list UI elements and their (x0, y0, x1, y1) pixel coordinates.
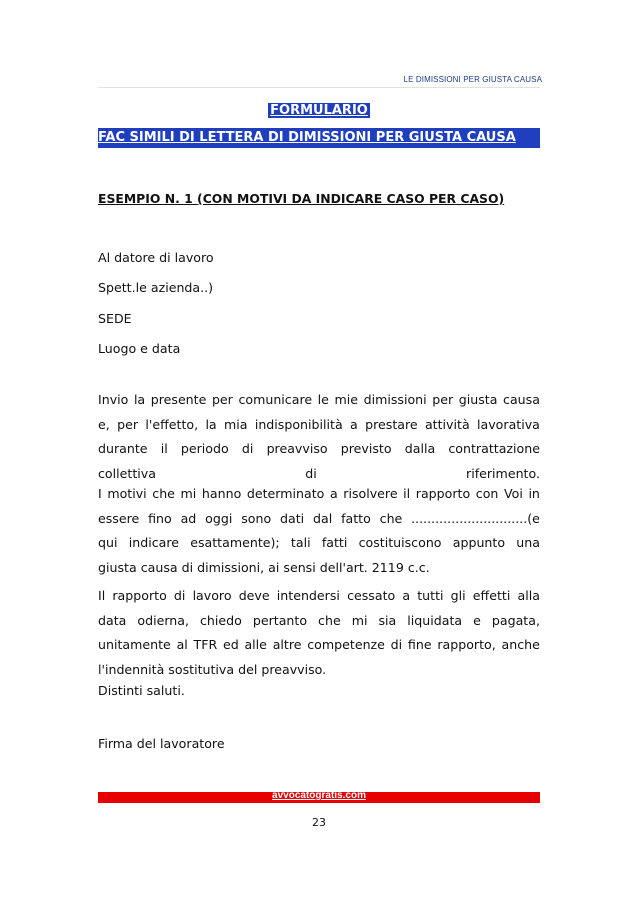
word: sia (378, 612, 397, 628)
running-header: LE DIMISSIONI PER GIUSTA CAUSA (403, 75, 542, 84)
word: dal (313, 510, 333, 526)
word: appunto (452, 535, 506, 550)
text-line (98, 609, 540, 634)
word: per (117, 416, 139, 432)
word: comunicare (238, 392, 313, 407)
word: che (379, 510, 403, 526)
word: deve (238, 588, 270, 603)
word: mi (351, 612, 368, 628)
text-line (98, 584, 540, 609)
paragraph-1 (98, 388, 540, 486)
word: riferimento. (466, 465, 540, 481)
word: essere (98, 510, 140, 526)
word: determinato (246, 486, 325, 501)
word: I (98, 486, 102, 501)
word: hanno (201, 486, 242, 501)
word: Invio (98, 392, 129, 407)
word: lavoro (192, 588, 232, 603)
text-line (98, 531, 540, 556)
word: e (473, 612, 481, 628)
word: qui (98, 535, 118, 550)
word: a (350, 416, 358, 432)
word: una (516, 535, 540, 550)
word: in (528, 486, 540, 501)
word: cessato (347, 588, 396, 603)
word: dimissioni (363, 392, 427, 407)
word: il (160, 441, 168, 456)
word: sono (241, 510, 272, 526)
text-line (98, 388, 540, 413)
word: esattamente); (190, 535, 280, 550)
word: alle (244, 637, 267, 652)
word: gli (450, 588, 466, 603)
word: TFR (193, 637, 218, 652)
word: tali (290, 535, 311, 550)
word: lavorativa (477, 416, 540, 432)
address-line: Luogo e data (98, 341, 181, 356)
word: rapporto, (437, 637, 496, 652)
word: .............................(e (411, 510, 540, 526)
section-subtitle: FAC SIMILI DI LETTERA DI DIMISSIONI PER GIUSTA CAUSA (98, 128, 540, 148)
text-line (98, 437, 540, 462)
word: per (432, 392, 454, 407)
example-title: ESEMPIO N. 1 (CON MOTIVI DA INDICARE CASO PER CASO) (98, 191, 505, 206)
address-line: SEDE (98, 311, 132, 326)
word: odierna, (137, 612, 189, 628)
word: le (317, 392, 329, 407)
signature-line: Firma del lavoratore (98, 736, 225, 751)
word: che (318, 612, 341, 628)
word: indisponibilità (254, 416, 343, 432)
word: e, (98, 416, 110, 432)
word: dati (280, 510, 305, 526)
text-line (98, 413, 540, 438)
word: causa (503, 392, 540, 407)
closing-greeting: Distinti saluti. (98, 683, 185, 698)
word: attività (424, 416, 470, 432)
text-line (98, 507, 540, 532)
word: di (390, 637, 403, 652)
word: costituiscono (358, 535, 442, 550)
page-number: 23 (312, 816, 326, 829)
word: la (205, 416, 217, 432)
word: prestare (365, 416, 418, 432)
word: preavviso (266, 441, 328, 456)
word: mie (334, 392, 359, 407)
word: competenze (307, 637, 385, 652)
address-line: Spett.le azienda..) (98, 280, 214, 295)
word: mia (224, 416, 248, 432)
word: effetti (472, 588, 511, 603)
word: fino (148, 510, 172, 526)
word: altre (272, 637, 302, 652)
text-line: l'indennità sostitutiva del preavviso. (98, 661, 327, 677)
word: che (152, 486, 175, 501)
word: unitamente (98, 637, 171, 652)
word: la (133, 392, 146, 407)
word: pagata, (491, 612, 540, 628)
word: risolvere (343, 486, 398, 501)
word: liquidata (407, 612, 463, 628)
section-label-text: FORMULARIO (270, 103, 368, 118)
word: di (173, 588, 186, 603)
word: presente (150, 392, 207, 407)
word: con (475, 486, 499, 501)
word: tutti (417, 588, 444, 603)
word: giusta (458, 392, 498, 407)
text-line: giusta causa di dimissioni, ai sensi dell'art. 2119 c.c. (98, 559, 430, 575)
address-line: Al datore di lavoro (98, 250, 214, 265)
word: periodo (180, 441, 229, 456)
word: intendersi (276, 588, 340, 603)
word: Voi (504, 486, 523, 501)
word: di (305, 465, 317, 481)
word: fine (407, 637, 432, 652)
text-line (98, 482, 540, 507)
word: a (402, 588, 411, 603)
word: di (241, 441, 254, 456)
header-divider (98, 87, 540, 88)
word: alla (517, 588, 540, 603)
word: collettiva (98, 465, 156, 481)
word: per (211, 392, 233, 407)
word: previsto (340, 441, 392, 456)
text-line (98, 633, 540, 658)
word: ed (222, 637, 239, 652)
word: data (98, 612, 127, 628)
paragraph-2 (98, 482, 540, 580)
word: ad (180, 510, 197, 526)
word: al (176, 637, 188, 652)
word: motivi (107, 486, 147, 501)
word: rapporto (415, 486, 471, 501)
word: chiedo (199, 612, 242, 628)
word: mi (180, 486, 197, 501)
word: oggi (205, 510, 233, 526)
section-label (0, 99, 638, 118)
word: dalla (404, 441, 436, 456)
paragraph-3 (98, 584, 540, 682)
footer-link[interactable]: avvocatogratis.com (272, 790, 366, 801)
word: contrattazione (448, 441, 540, 456)
word: durante (98, 441, 148, 456)
word: fatto (341, 510, 371, 526)
word: anche (501, 637, 540, 652)
word: Il (98, 588, 106, 603)
word: a (329, 486, 338, 501)
word: pertanto (252, 612, 308, 628)
word: rapporto (112, 588, 167, 603)
word: il (403, 486, 411, 501)
word: indicare (128, 535, 179, 550)
word: l'effetto, (145, 416, 199, 432)
word: fatti (321, 535, 348, 550)
